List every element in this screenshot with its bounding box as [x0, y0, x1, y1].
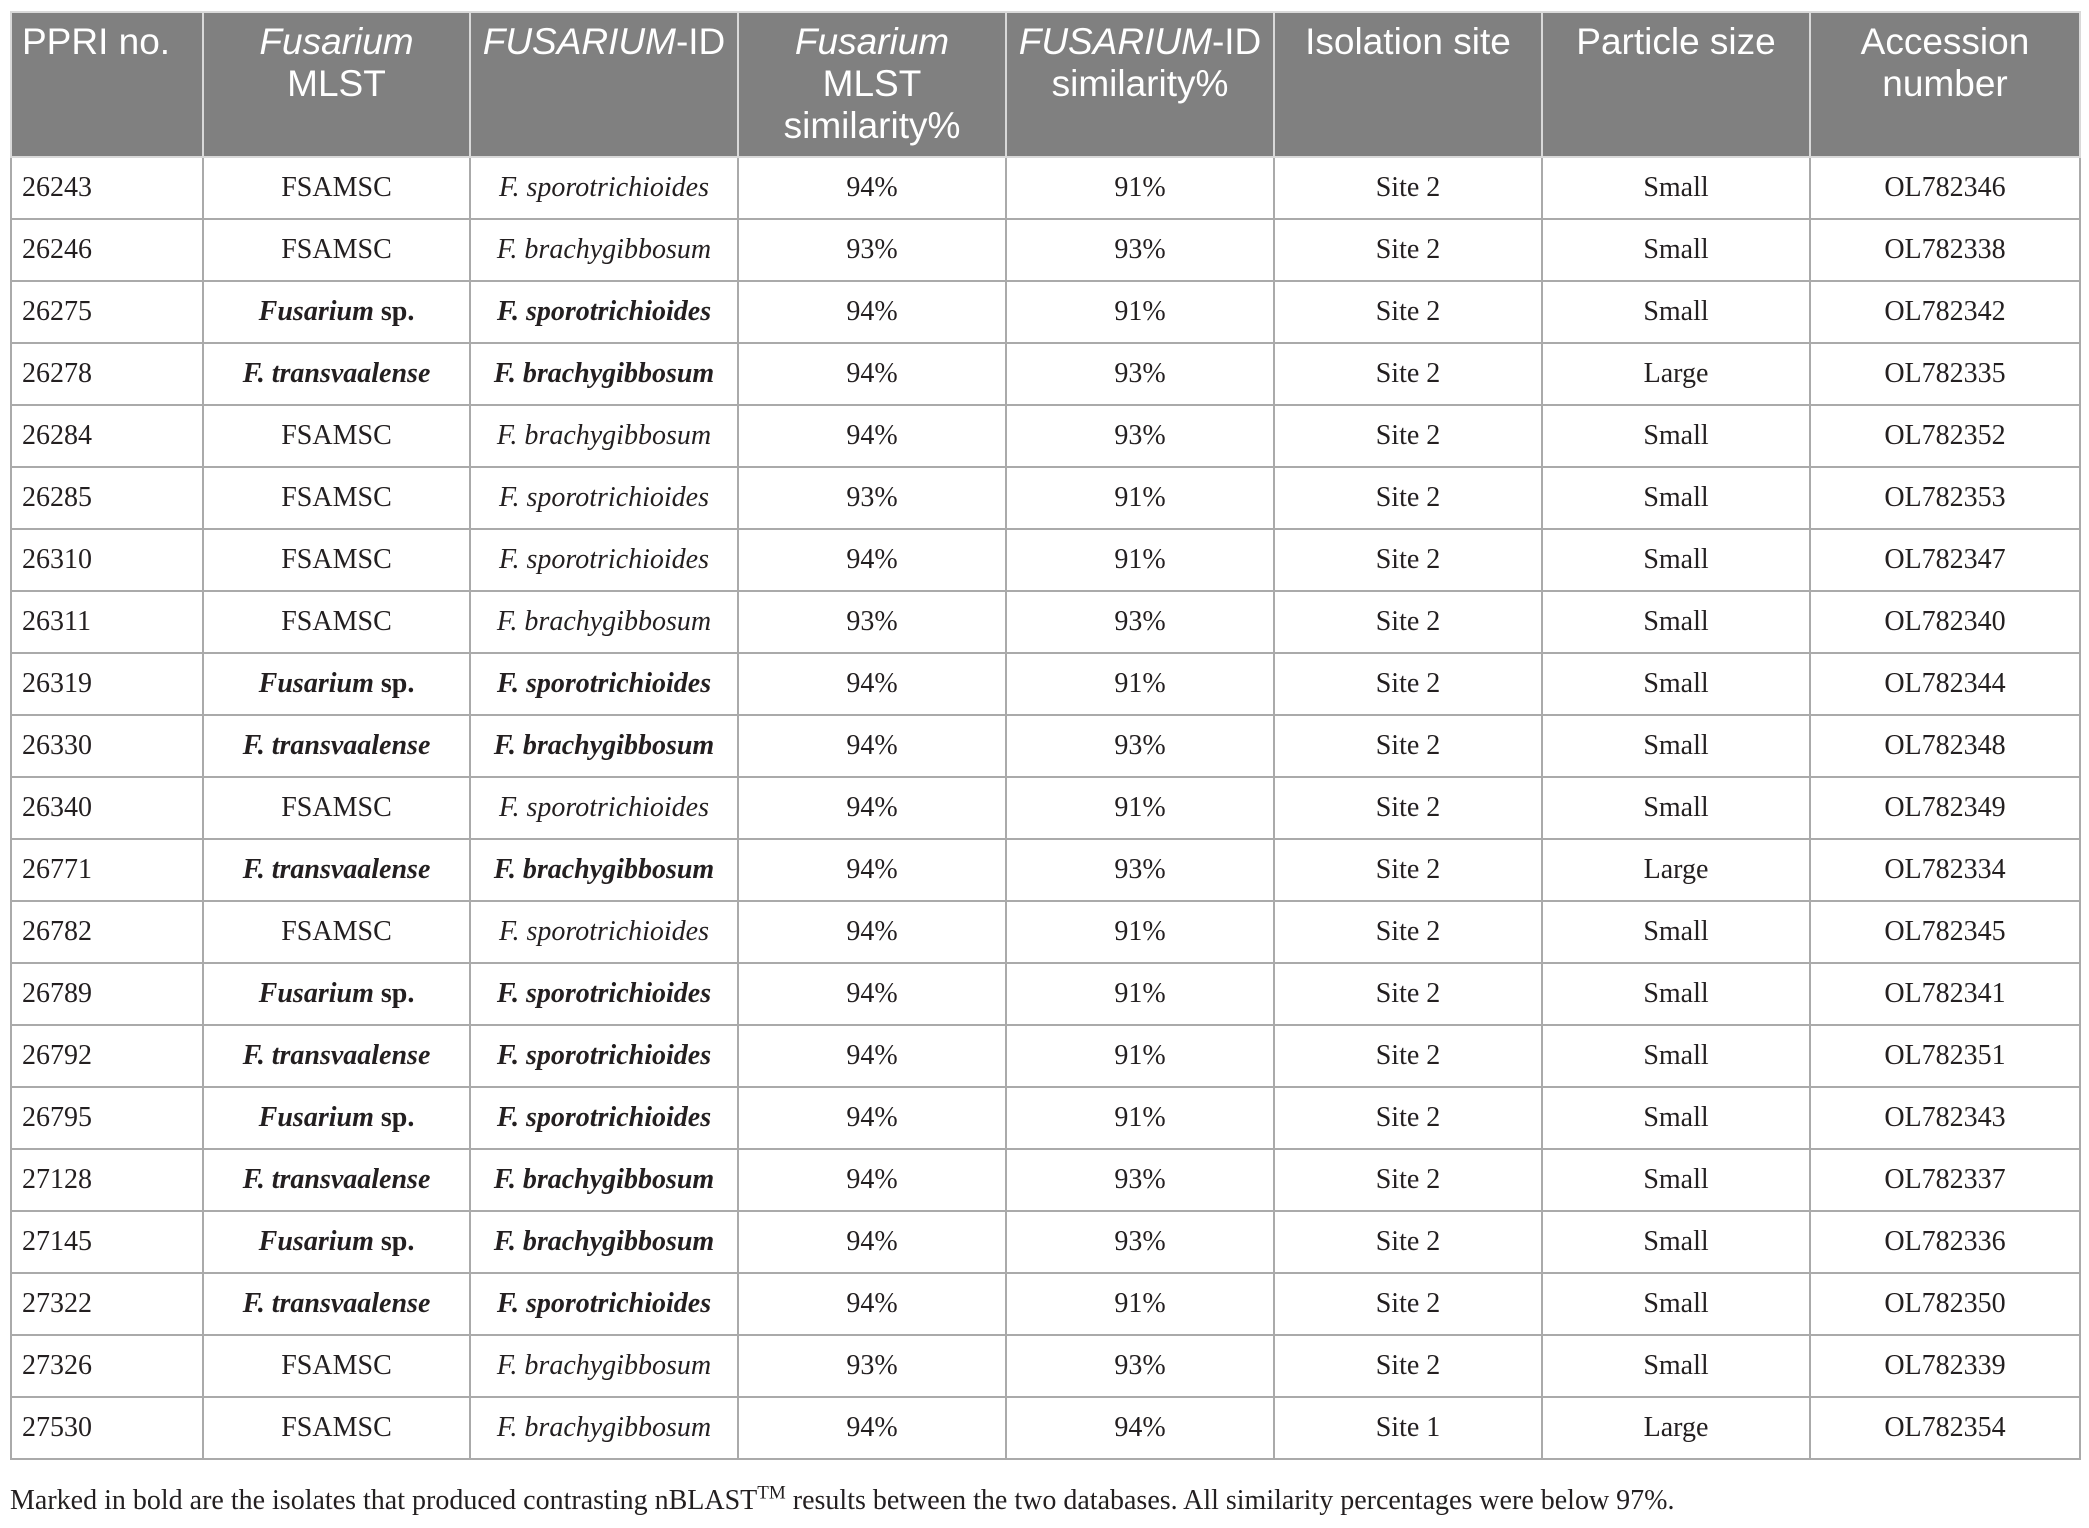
cell-mlst-similarity: 94%: [738, 1149, 1006, 1211]
cell-isolation-site: Site 2: [1274, 1025, 1542, 1087]
cell-ppri-no: 26789: [11, 963, 203, 1025]
header-text-part: similarity%: [1051, 63, 1229, 104]
cell-mlst-similarity: 94%: [738, 1025, 1006, 1087]
cell-fusarium-mlst: F. transvaalense: [203, 715, 470, 777]
table-row: [11, 529, 2080, 591]
cell-ppri-no: 26319: [11, 653, 203, 715]
cell-mlst-similarity: 94%: [738, 901, 1006, 963]
cell-fusarium-mlst: FSAMSC: [203, 1397, 470, 1459]
cell-fusarium-id-similarity: 91%: [1006, 157, 1274, 219]
cell-accession-number: OL782336: [1810, 1211, 2080, 1273]
cell-mlst-similarity: 94%: [738, 529, 1006, 591]
header-text-part: number: [1882, 63, 2008, 104]
cell-particle-size: Large: [1542, 343, 1810, 405]
cell-mlst-similarity: 94%: [738, 281, 1006, 343]
cell-fusarium-mlst: FSAMSC: [203, 901, 470, 963]
cell-mlst-similarity: 94%: [738, 715, 1006, 777]
cell-fusarium-id-similarity: 91%: [1006, 1025, 1274, 1087]
cell-mlst-similarity: 94%: [738, 777, 1006, 839]
cell-mlst-similarity: 94%: [738, 405, 1006, 467]
table-row: [11, 653, 2080, 715]
header-isolation-site: [1274, 12, 1542, 157]
table-row: [11, 715, 2080, 777]
cell-accession-number: OL782353: [1810, 467, 2080, 529]
cell-mlst-similarity: 94%: [738, 1211, 1006, 1273]
cell-accession-number: OL782350: [1810, 1273, 2080, 1335]
cell-ppri-no: 27322: [11, 1273, 203, 1335]
cell-accession-number: OL782334: [1810, 839, 2080, 901]
table-row: [11, 343, 2080, 405]
cell-isolation-site: Site 2: [1274, 219, 1542, 281]
table-row: [11, 777, 2080, 839]
cell-particle-size: Small: [1542, 777, 1810, 839]
table-row: [11, 1211, 2080, 1273]
cell-particle-size: Large: [1542, 1397, 1810, 1459]
cell-particle-size: Small: [1542, 467, 1810, 529]
cell-ppri-no: 27128: [11, 1149, 203, 1211]
cell-fusarium-id-similarity: 93%: [1006, 1149, 1274, 1211]
cell-fusarium-id-similarity: 93%: [1006, 591, 1274, 653]
cell-isolation-site: Site 2: [1274, 715, 1542, 777]
cell-mlst-similarity: 94%: [738, 343, 1006, 405]
cell-ppri-no: 26311: [11, 591, 203, 653]
cell-particle-size: Small: [1542, 1149, 1810, 1211]
header-fusarium-id: [470, 12, 738, 157]
cell-ppri-no: 26243: [11, 157, 203, 219]
cell-fusarium-mlst: FSAMSC: [203, 777, 470, 839]
footnote-text-before: Marked in bold are the isolates that produced contrasting nBLAST: [10, 1485, 758, 1516]
cell-particle-size: Small: [1542, 901, 1810, 963]
cell-fusarium-id-similarity: 93%: [1006, 1335, 1274, 1397]
cell-fusarium-id-similarity: 93%: [1006, 219, 1274, 281]
cell-particle-size: Small: [1542, 157, 1810, 219]
table-footnote: [10, 1484, 1675, 1518]
table-row: [11, 219, 2080, 281]
cell-isolation-site: Site 2: [1274, 901, 1542, 963]
cell-fusarium-id: F. sporotrichioides: [470, 281, 738, 343]
cell-isolation-site: Site 2: [1274, 529, 1542, 591]
cell-fusarium-id-similarity: 93%: [1006, 715, 1274, 777]
cell-isolation-site: Site 2: [1274, 1335, 1542, 1397]
cell-ppri-no: 27326: [11, 1335, 203, 1397]
header-text-part: Isolation site: [1305, 21, 1511, 62]
cell-accession-number: OL782349: [1810, 777, 2080, 839]
cell-fusarium-mlst: FSAMSC: [203, 405, 470, 467]
cell-isolation-site: Site 2: [1274, 405, 1542, 467]
cell-fusarium-id-similarity: 91%: [1006, 1273, 1274, 1335]
cell-isolation-site: Site 2: [1274, 157, 1542, 219]
cell-accession-number: OL782352: [1810, 405, 2080, 467]
table-row: [11, 1273, 2080, 1335]
cell-fusarium-id-similarity: 93%: [1006, 343, 1274, 405]
cell-particle-size: Small: [1542, 715, 1810, 777]
cell-fusarium-id: F. brachygibbosum: [470, 1335, 738, 1397]
header-text-part: MLST: [822, 63, 922, 104]
cell-fusarium-id: F. brachygibbosum: [470, 343, 738, 405]
cell-particle-size: Small: [1542, 963, 1810, 1025]
footnote-trademark: TM: [757, 1482, 786, 1504]
cell-ppri-no: 26782: [11, 901, 203, 963]
cell-particle-size: Small: [1542, 1211, 1810, 1273]
cell-accession-number: OL782335: [1810, 343, 2080, 405]
table-row: [11, 1397, 2080, 1459]
cell-isolation-site: Site 2: [1274, 839, 1542, 901]
cell-fusarium-id: F. brachygibbosum: [470, 591, 738, 653]
cell-accession-number: OL782346: [1810, 157, 2080, 219]
header-ppri-no: [11, 12, 203, 157]
table-row: [11, 281, 2080, 343]
cell-fusarium-mlst: F. transvaalense: [203, 1273, 470, 1335]
cell-ppri-no: 27145: [11, 1211, 203, 1273]
cell-isolation-site: Site 2: [1274, 1149, 1542, 1211]
table-row: [11, 467, 2080, 529]
cell-fusarium-id: F. sporotrichioides: [470, 653, 738, 715]
cell-accession-number: OL782345: [1810, 901, 2080, 963]
cell-fusarium-id: F. brachygibbosum: [470, 839, 738, 901]
header-fusarium-id-similarity: [1006, 12, 1274, 157]
cell-fusarium-mlst: F. transvaalense: [203, 1025, 470, 1087]
table-row: [11, 1335, 2080, 1397]
cell-accession-number: OL782354: [1810, 1397, 2080, 1459]
cell-fusarium-mlst: Fusarium sp.: [203, 281, 470, 343]
cell-fusarium-id-similarity: 91%: [1006, 963, 1274, 1025]
footnote-text-after: results between the two databases. All similarity percentages were below 97%.: [785, 1485, 1675, 1516]
cell-fusarium-id-similarity: 94%: [1006, 1397, 1274, 1459]
cell-isolation-site: Site 2: [1274, 963, 1542, 1025]
cell-fusarium-id: F. brachygibbosum: [470, 219, 738, 281]
header-row: [11, 12, 2080, 157]
cell-mlst-similarity: 93%: [738, 591, 1006, 653]
table-row: [11, 901, 2080, 963]
cell-mlst-similarity: 93%: [738, 1335, 1006, 1397]
cell-accession-number: OL782348: [1810, 715, 2080, 777]
cell-mlst-similarity: 94%: [738, 653, 1006, 715]
cell-fusarium-id-similarity: 91%: [1006, 281, 1274, 343]
header-text-part: Fusarium: [794, 21, 950, 62]
header-text-part: MLST: [287, 63, 386, 104]
cell-fusarium-id: F. brachygibbosum: [470, 1397, 738, 1459]
cell-accession-number: OL782343: [1810, 1087, 2080, 1149]
cell-ppri-no: 26330: [11, 715, 203, 777]
table-row: [11, 1025, 2080, 1087]
cell-ppri-no: 26340: [11, 777, 203, 839]
cell-particle-size: Small: [1542, 1087, 1810, 1149]
cell-fusarium-id: F. sporotrichioides: [470, 1025, 738, 1087]
cell-isolation-site: Site 1: [1274, 1397, 1542, 1459]
cell-mlst-similarity: 94%: [738, 1273, 1006, 1335]
cell-particle-size: Large: [1542, 839, 1810, 901]
cell-fusarium-id-similarity: 91%: [1006, 901, 1274, 963]
cell-fusarium-mlst: F. transvaalense: [203, 1149, 470, 1211]
cell-fusarium-id: F. sporotrichioides: [470, 963, 738, 1025]
cell-fusarium-mlst: FSAMSC: [203, 157, 470, 219]
cell-isolation-site: Site 2: [1274, 467, 1542, 529]
cell-fusarium-id-similarity: 93%: [1006, 1211, 1274, 1273]
cell-fusarium-mlst: FSAMSC: [203, 219, 470, 281]
cell-fusarium-id-similarity: 91%: [1006, 653, 1274, 715]
cell-fusarium-id: F. sporotrichioides: [470, 157, 738, 219]
header-fusarium-mlst: [203, 12, 470, 157]
cell-accession-number: OL782341: [1810, 963, 2080, 1025]
cell-fusarium-id: F. sporotrichioides: [470, 777, 738, 839]
cell-isolation-site: Site 2: [1274, 1273, 1542, 1335]
cell-particle-size: Small: [1542, 1025, 1810, 1087]
cell-fusarium-id: F. brachygibbosum: [470, 1211, 738, 1273]
cell-accession-number: OL782351: [1810, 1025, 2080, 1087]
cell-fusarium-mlst: F. transvaalense: [203, 343, 470, 405]
table-row: [11, 1149, 2080, 1211]
cell-isolation-site: Site 2: [1274, 1087, 1542, 1149]
cell-fusarium-mlst: Fusarium sp.: [203, 1087, 470, 1149]
cell-accession-number: OL782347: [1810, 529, 2080, 591]
cell-fusarium-mlst: Fusarium sp.: [203, 1211, 470, 1273]
cell-fusarium-mlst: Fusarium sp.: [203, 963, 470, 1025]
cell-mlst-similarity: 94%: [738, 963, 1006, 1025]
cell-particle-size: Small: [1542, 281, 1810, 343]
cell-ppri-no: 26310: [11, 529, 203, 591]
cell-fusarium-id-similarity: 91%: [1006, 777, 1274, 839]
cell-isolation-site: Site 2: [1274, 343, 1542, 405]
cell-particle-size: Small: [1542, 405, 1810, 467]
results-table-container: [10, 11, 2079, 1460]
cell-ppri-no: 26284: [11, 405, 203, 467]
cell-ppri-no: 26792: [11, 1025, 203, 1087]
cell-mlst-similarity: 93%: [738, 219, 1006, 281]
table-header: [11, 12, 2080, 157]
cell-ppri-no: 26795: [11, 1087, 203, 1149]
cell-accession-number: OL782340: [1810, 591, 2080, 653]
cell-particle-size: Small: [1542, 529, 1810, 591]
cell-fusarium-id: F. sporotrichioides: [470, 901, 738, 963]
cell-fusarium-mlst: F. transvaalense: [203, 839, 470, 901]
header-text-part: FUSARIUM: [1018, 21, 1212, 62]
header-text-part: PPRI no.: [22, 21, 171, 62]
cell-particle-size: Small: [1542, 1335, 1810, 1397]
cell-ppri-no: 27530: [11, 1397, 203, 1459]
cell-accession-number: OL782337: [1810, 1149, 2080, 1211]
table-row: [11, 405, 2080, 467]
table-row: [11, 157, 2080, 219]
header-accession-number: [1810, 12, 2080, 157]
cell-mlst-similarity: 94%: [738, 839, 1006, 901]
cell-fusarium-mlst: FSAMSC: [203, 1335, 470, 1397]
cell-accession-number: OL782339: [1810, 1335, 2080, 1397]
cell-fusarium-id: F. sporotrichioides: [470, 529, 738, 591]
cell-ppri-no: 26771: [11, 839, 203, 901]
cell-fusarium-id: F. brachygibbosum: [470, 715, 738, 777]
cell-fusarium-id-similarity: 93%: [1006, 839, 1274, 901]
cell-ppri-no: 26285: [11, 467, 203, 529]
header-text-part: Fusarium: [259, 21, 414, 62]
cell-fusarium-id: F. sporotrichioides: [470, 467, 738, 529]
cell-fusarium-id-similarity: 91%: [1006, 467, 1274, 529]
cell-particle-size: Small: [1542, 219, 1810, 281]
header-text-part: Accession: [1860, 21, 2030, 62]
table-row: [11, 839, 2080, 901]
table-body: [11, 157, 2080, 1459]
header-text-part: -ID: [675, 21, 726, 62]
header-text-part: FUSARIUM: [482, 21, 676, 62]
cell-fusarium-mlst: Fusarium sp.: [203, 653, 470, 715]
cell-mlst-similarity: 93%: [738, 467, 1006, 529]
cell-fusarium-id: F. brachygibbosum: [470, 405, 738, 467]
cell-fusarium-mlst: FSAMSC: [203, 529, 470, 591]
header-text-part: Particle size: [1576, 21, 1776, 62]
cell-particle-size: Small: [1542, 653, 1810, 715]
table-row: [11, 1087, 2080, 1149]
cell-mlst-similarity: 94%: [738, 1397, 1006, 1459]
cell-particle-size: Small: [1542, 1273, 1810, 1335]
cell-fusarium-id: F. brachygibbosum: [470, 1149, 738, 1211]
cell-ppri-no: 26246: [11, 219, 203, 281]
cell-fusarium-mlst: FSAMSC: [203, 591, 470, 653]
header-text-part: similarity%: [783, 105, 961, 146]
cell-particle-size: Small: [1542, 591, 1810, 653]
cell-accession-number: OL782338: [1810, 219, 2080, 281]
header-text-part: -ID: [1211, 21, 1262, 62]
cell-mlst-similarity: 94%: [738, 157, 1006, 219]
cell-isolation-site: Site 2: [1274, 777, 1542, 839]
cell-isolation-site: Site 2: [1274, 591, 1542, 653]
cell-fusarium-id: F. sporotrichioides: [470, 1273, 738, 1335]
cell-fusarium-id: F. sporotrichioides: [470, 1087, 738, 1149]
header-particle-size: [1542, 12, 1810, 157]
cell-isolation-site: Site 2: [1274, 1211, 1542, 1273]
fusarium-isolates-table: [10, 11, 2081, 1460]
table-row: [11, 591, 2080, 653]
cell-fusarium-id-similarity: 93%: [1006, 405, 1274, 467]
cell-ppri-no: 26275: [11, 281, 203, 343]
cell-accession-number: OL782344: [1810, 653, 2080, 715]
cell-mlst-similarity: 94%: [738, 1087, 1006, 1149]
table-row: [11, 963, 2080, 1025]
cell-fusarium-mlst: FSAMSC: [203, 467, 470, 529]
header-mlst-similarity: [738, 12, 1006, 157]
cell-ppri-no: 26278: [11, 343, 203, 405]
cell-isolation-site: Site 2: [1274, 281, 1542, 343]
cell-accession-number: OL782342: [1810, 281, 2080, 343]
cell-isolation-site: Site 2: [1274, 653, 1542, 715]
cell-fusarium-id-similarity: 91%: [1006, 1087, 1274, 1149]
cell-fusarium-id-similarity: 91%: [1006, 529, 1274, 591]
